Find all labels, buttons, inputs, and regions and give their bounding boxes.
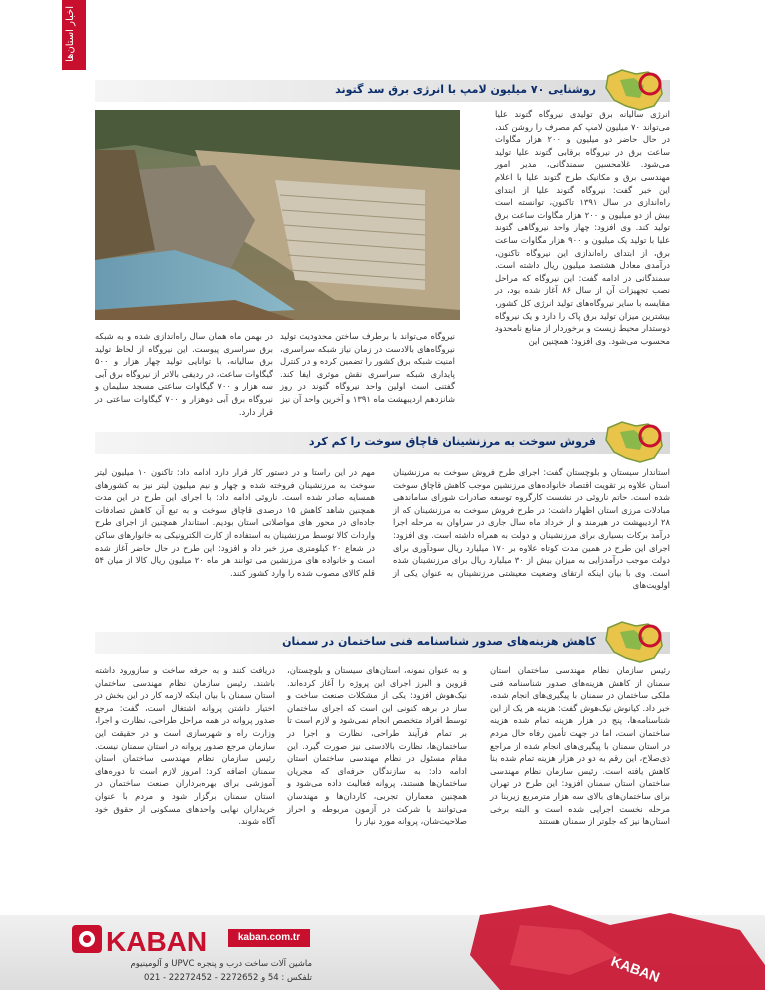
article-column-1: استاندار سیستان و بلوچستان گفت: اجرای طرح فروش سوخت به مرزنشینان استان علاوه بر تقویت اقتصاد خانواده‌های مرزنشین موجب کاهش قاچاق سوخت شده است. حاتم ناروئی در نشست کارگروه توسعه صادرات شورای ساماندهی مبادلات مرزی استان اظهار داشت: در طرح فروش سوخت به مرزنشینان که از ۲۸ اردیبهشت در هیرمند و از خرداد ماه سال جاری در سراوان به مرحله اجرا درآمد برکات بسیاری برای مرزنشینان و دولت به همراه داشته است. وی افزود: اجرای این طرح در همین مدت کوتاه علاوه بر ۱۷۰ میلیارد ریال سودآوری برای دولت موجب درآمدزایی به میزان بیش از ۳۰ میلیارد ریال برای مرزنشینان شده است. وی با بیان اینکه ارتقای وضعیت معیشتی مرزنشینان به عنوان یکی از اولویت‌های bbox=[393, 467, 670, 591]
kaban-logo bbox=[72, 921, 222, 957]
article-column-1: رئیس سازمان نظام مهندسی ساختمان استان سمنان از کاهش هزینه‌های صدور شناسنامه فنی ملکی ساختمان در سمنان با پیگیری‌های انجام شده، خبر داد. کیانوش نیک‌هوش گفت: هزینه هر یک از این شناسنامه‌ها، پنج در هزار هزینه تمام شده هزینه ساختمان است، اما در جهت تأمین رفاه حال مردم در استان سمنان با پیگیری‌های انجام شده از مراجع ذی‌صلاح، این رقم به دو در هزار هزینه تمام شده بنا کاهش یافته است. رئیس سازمان نظام مهندسی ساختمان استان سمنان افزود: این طرح در تهران برای ساختمان‌های بالای سه هزار مترمربع زیربنا در مرحله نخست اجرایی شده است و البته برخی استان‌ها نیز که جلوتر از سمنان هستند bbox=[490, 665, 670, 827]
article-column-2: مهم در این راستا و در دستور کار قرار دارد ادامه داد: تاکنون ۱۰ میلیون لیتر سوخت به مرزنشینان فروخته شده و چهار و نیم میلیون لیتر نیز به کشورهای همسایه صادر شده است. ناروئی ادامه داد: با اجرای این طرح در این مدت همچنین شاهد کاهش ۱۵ درصدی قاچاق سوخت و به تبع آن کاهش تصادفات جاده‌ای در محور های مواصلاتی استان بودیم. استاندار همچنین از اجرای طرح واردات کالا توسط مرزنشینان به استفاده از کارت الکترونیکی به خانوارهای ساکن در شعاع ۲۰ کیلومتری مرز خبر داد و افزود: این طرح در حال حاضر آغاز شده است و خانواده های مرزنشین می توانند هر ماه ۲۰ میلیون ریال کالا از میان ۵۴ قلم کالای مصوب شده را وارد کشور کنند. bbox=[95, 467, 376, 578]
article-title-bar bbox=[95, 432, 670, 454]
article-title-bar bbox=[95, 80, 670, 102]
iran-map-icon bbox=[600, 66, 670, 114]
article-title: کاهش هزینه‌های صدور شناسنامه فنی ساختمان در سمنان bbox=[282, 635, 596, 648]
article-title: روشنایی ۷۰ میلیون لامپ با انرژی برق سد گتوند bbox=[335, 83, 596, 96]
section-side-tab bbox=[62, 0, 86, 70]
red-map-graphic bbox=[460, 895, 765, 990]
dam-photo bbox=[95, 110, 460, 320]
article-title-bar bbox=[95, 632, 670, 654]
article-title: فروش سوخت به مرزنشینان قاچاق سوخت را کم کرد bbox=[308, 435, 596, 448]
iran-map-icon bbox=[600, 418, 670, 466]
kaban-tagline: ماشین آلات ساخت درب و پنجره UPVC و آلومینیوم bbox=[130, 959, 312, 969]
article-semnan bbox=[95, 628, 670, 918]
article-column-3: در بهمن ماه همان سال راه‌اندازی شده و به شبکه برق سراسری پیوست. این نیروگاه از لحاظ تولید برق سالیانه، با توانایی تولید چهار هزار و ۵۰۰ گیگاوات ساعت، در ردیفی بالاتر از نیروگاه برق آبی سه هزار و ۷۰۰ گیگاوات ساعتی مسجد سلیمان و نیروگاه برق آبی دوهزار و ۷۰۰ گیگاوات ساعتی در قرار دارد. bbox=[95, 331, 274, 417]
article-fuel bbox=[95, 422, 670, 622]
article-column-1: انرژی سالیانه برق تولیدی نیروگاه گتوند علیا می‌تواند ۷۰ میلیون لامپ کم مصرف را روشن کند، در حال حاضر دو میلیون و ۲۰۰ هزار مگاوات ساعت برق در نیروگاه برقابی گتوند علیا تولید می‌شود. غلامحسین سمندگانی، مدیر امور مهندسی برق و مکانیک طرح گتوند علیا با اعلام این خبر گفت: نیروگاه گتوند علیا از ابتدای راه‌اندازی در سال ۱۳۹۱ تاکنون، توانسته است بیش از دو میلیون و ۲۰۰ هزار مگاوات ساعت برق تولید کند. وی افزود: چهار واحد نیروگاهی گتوند علیا با تولید یک میلیون و ۹۰۰ هزار مگاوات ساعت برق، از ابتدای راه‌اندازی این نیروگاه تاکنون، درآمدی معادل هشتصد میلیون ریال داشته است. سمندگانی در ادامه گفت: این نیروگاه که مراحل نصب تجهیزات آن از سال ۸۶ آغاز شده بود، در مقایسه با سایر نیروگاه‌های تولید انرژی کل کشور، بیشترین میزان تولید برق پاک را دارد و یک نیروگاه دوستدار محیط زیست و برخوردار از منابع نامحدود محسوب می‌شود. وی افزود: همچنین این bbox=[495, 109, 671, 346]
article-column-2: و به عنوان نمونه، استان‌های سیستان و بلوچستان، قزوین و البرز اجرای این پروژه را آغاز کرده‌اند. نیک‌هوش افزود: یکی از مشکلات صنعت ساخت و ساز در برهه کنونی این است که اجرای ساختمان توسط افراد متخصص انجام نمی‌شود و لازم است تا بر تمام فرآیند طراحی، نظارت و اجرا در ساختمان‌ها، نظارت بالادستی نیز صورت گیرد. این مقام مسئول در نظام مهندسی ساختمان استان ادامه داد: به سازندگان حرفه‌ای که مجریان ساختمان‌ها هستند، پروانه فعالیت داده می‌شود و همچنین معماران تجربی، کاردان‌ها و مهندسان می‌توانند با شرکت در آزمون مربوطه و احراز صلاحیت‌شان، پروانه مورد نیاز را bbox=[287, 665, 467, 827]
kaban-advertisement[interactable] bbox=[0, 915, 765, 990]
article-column-2: نیروگاه می‌تواند با برطرف ساختن محدودیت تولید نیروگاه‌های بالادست در زمان نیاز شبکه سراسری، امنیت شبکه برق کشور را تضمین کرده و در کنترل پایداری شبکه سراسری نقش موثری ایفا کند. گفتنی است اولین واحد نیروگاه گتوند در روز شانزدهم اردیبهشت ماه ۱۳۹۱ و آخرین واحد آن نیز bbox=[280, 331, 455, 404]
kaban-url[interactable]: kaban.com.tr bbox=[228, 929, 310, 947]
kaban-phone: تلفکس : 54 و 2272652 - 22272452 - 021 bbox=[144, 973, 312, 983]
kaban-brand: KABAN bbox=[106, 926, 208, 957]
iran-map-icon bbox=[600, 618, 670, 666]
side-tab-label: اخبار استان‌ها bbox=[65, 6, 76, 62]
article-column-3: دریافت کنند و به حرفه ساخت و سازورود داشته باشند. رئیس سازمان نظام مهندسی ساختمان استان سمنان با بیان اینکه لازمه کار در این بخش در اختیار داشتن پروانه اشتغال است، گفت: مرجع صدور پروانه در همه مراحل طراحی، نظارت و اجرا، وزارت راه و شهرسازی است و در حقیقت این سازمان مرجع صدور پروانه در استان سمنان نیست. رئیس سازمان نظام مهندسی ساختمان استان سمنان اضافه کرد: امروز لازم است تا دوره‌های آموزشی برای بهره‌برداران صنعت ساختمان در استان سمنان برگزار شود و مردم با عنوان خریداران نهایی واحدهای مسکونی از حقوق خود آگاه شوند. bbox=[95, 665, 275, 827]
map-label: KABAN bbox=[608, 952, 662, 986]
